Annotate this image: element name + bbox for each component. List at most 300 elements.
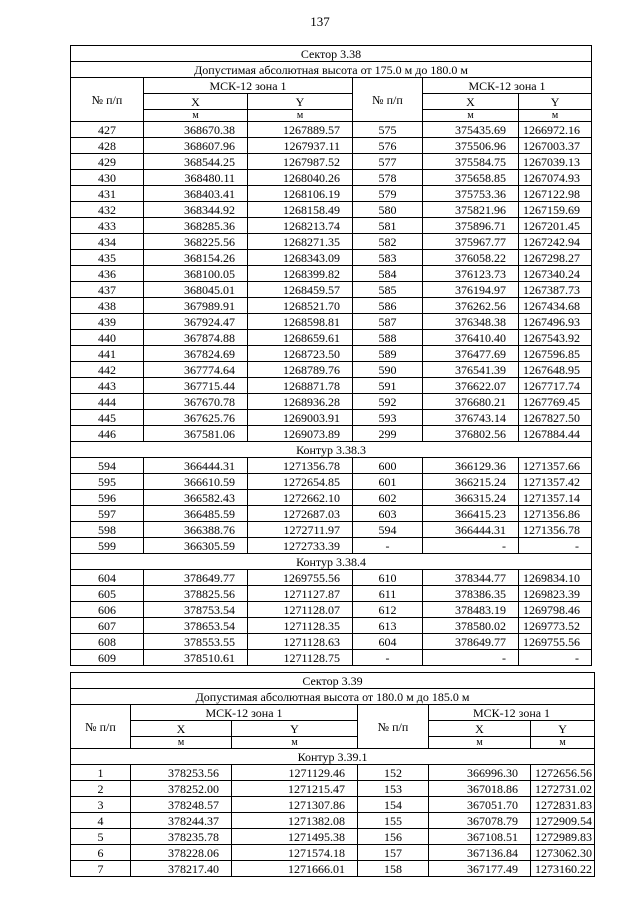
y-value: 1272831.83: [531, 797, 595, 813]
x-value: 366388.76: [144, 522, 248, 538]
system-header: МСК-12 зона 1: [429, 705, 595, 721]
point-number: 604: [353, 634, 423, 650]
table-row: [71, 650, 592, 666]
point-number: 586: [353, 298, 423, 314]
point-number: 601: [353, 474, 423, 490]
point-number: 444: [71, 394, 144, 410]
point-number: 156: [358, 829, 429, 845]
y-value: 1267987.52: [248, 154, 353, 170]
x-value: 366415.23: [423, 506, 519, 522]
x-value: 366996.30: [429, 765, 531, 781]
table-row: [71, 218, 592, 234]
y-header: Y: [248, 94, 353, 110]
x-value: 376123.73: [423, 266, 519, 282]
x-value: 367018.86: [429, 781, 531, 797]
system-header: МСК-12 зона 1: [144, 78, 353, 94]
point-number: 434: [71, 234, 144, 250]
table-row: [71, 765, 595, 781]
x-value: 368480.11: [144, 170, 248, 186]
axis-header-row: [71, 721, 595, 737]
point-number: 427: [71, 122, 144, 138]
y-value: 1267298.27: [519, 250, 592, 266]
y-value: 1267387.73: [519, 282, 592, 298]
x-value: 368344.92: [144, 202, 248, 218]
y-value: 1271307.86: [232, 797, 358, 813]
point-number: 612: [353, 602, 423, 618]
x-value: 376348.38: [423, 314, 519, 330]
point-number: 445: [71, 410, 144, 426]
x-value: 368225.56: [144, 234, 248, 250]
table-row: [71, 602, 592, 618]
table-row: [71, 250, 592, 266]
sector-title-row: [71, 46, 592, 62]
unit-label: м: [429, 737, 531, 749]
y-value: 1272733.39: [248, 538, 353, 554]
x-value: 378253.56: [131, 765, 232, 781]
table-row: [71, 829, 595, 845]
unit-label: м: [531, 737, 595, 749]
table-row: [71, 410, 592, 426]
y-value: 1268871.78: [248, 378, 353, 394]
x-value: 375506.96: [423, 138, 519, 154]
x-value: 375967.77: [423, 234, 519, 250]
y-value: 1269798.46: [519, 602, 592, 618]
x-value: 375896.71: [423, 218, 519, 234]
x-value: -: [423, 650, 519, 666]
y-value: 1271495.38: [232, 829, 358, 845]
point-number: 599: [71, 538, 144, 554]
x-value: 367774.64: [144, 362, 248, 378]
point-number: 613: [353, 618, 423, 634]
x-value: 378235.78: [131, 829, 232, 845]
x-value: 378217.40: [131, 861, 232, 877]
table-row: [71, 282, 592, 298]
point-number: 598: [71, 522, 144, 538]
table-row: [71, 138, 592, 154]
point-number: 608: [71, 634, 144, 650]
point-number: 4: [71, 813, 131, 829]
y-value: 1271574.18: [232, 845, 358, 861]
contour-title: Контур 3.38.4: [71, 554, 592, 570]
table-row: [71, 522, 592, 538]
y-value: 1267717.74: [519, 378, 592, 394]
x-value: 376262.56: [423, 298, 519, 314]
unit-label: м: [131, 737, 232, 749]
table-row: [71, 298, 592, 314]
num-header: № п/п: [353, 78, 423, 122]
x-value: 367136.84: [429, 845, 531, 861]
table-row: [71, 634, 592, 650]
y-header: Y: [519, 94, 592, 110]
y-value: 1271356.78: [519, 522, 592, 538]
y-header: Y: [531, 721, 595, 737]
y-value: 1268659.61: [248, 330, 353, 346]
y-value: 1267039.13: [519, 154, 592, 170]
x-value: 376680.21: [423, 394, 519, 410]
contour-row: [71, 442, 592, 458]
x-value: 378553.55: [144, 634, 248, 650]
x-value: 368403.41: [144, 186, 248, 202]
y-value: 1271127.87: [248, 586, 353, 602]
point-number: 429: [71, 154, 144, 170]
point-number: 578: [353, 170, 423, 186]
x-value: 367989.91: [144, 298, 248, 314]
x-value: 378483.19: [423, 602, 519, 618]
point-number: 595: [71, 474, 144, 490]
point-number: 428: [71, 138, 144, 154]
x-value: 368670.38: [144, 122, 248, 138]
x-value: 378228.06: [131, 845, 232, 861]
y-value: 1268158.49: [248, 202, 353, 218]
point-number: 600: [353, 458, 423, 474]
table-row: [71, 506, 592, 522]
point-number: 596: [71, 490, 144, 506]
point-number: 430: [71, 170, 144, 186]
point-number: 433: [71, 218, 144, 234]
y-value: 1272711.97: [248, 522, 353, 538]
point-number: 604: [71, 570, 144, 586]
num-header: № п/п: [358, 705, 429, 749]
y-value: 1272654.85: [248, 474, 353, 490]
table-row: [71, 797, 595, 813]
y-value: 1267889.57: [248, 122, 353, 138]
x-value: 367625.76: [144, 410, 248, 426]
y-value: 1268040.26: [248, 170, 353, 186]
x-value: 367874.88: [144, 330, 248, 346]
point-number: 3: [71, 797, 131, 813]
y-value: 1272662.10: [248, 490, 353, 506]
x-value: 367078.79: [429, 813, 531, 829]
y-value: 1269003.91: [248, 410, 353, 426]
x-value: 376541.39: [423, 362, 519, 378]
y-value: 1268459.57: [248, 282, 353, 298]
point-number: 589: [353, 346, 423, 362]
y-value: 1269755.56: [519, 634, 592, 650]
x-value: 368100.05: [144, 266, 248, 282]
y-value: 1269755.56: [248, 570, 353, 586]
y-value: 1268399.82: [248, 266, 353, 282]
table-body: [71, 46, 592, 666]
point-number: 442: [71, 362, 144, 378]
table-row: [71, 362, 592, 378]
point-number: 588: [353, 330, 423, 346]
x-value: 378649.77: [423, 634, 519, 650]
x-value: 367177.49: [429, 861, 531, 877]
table-row: [71, 813, 595, 829]
x-header: X: [144, 94, 248, 110]
x-value: 375658.85: [423, 170, 519, 186]
y-value: 1268598.81: [248, 314, 353, 330]
table-row: [71, 154, 592, 170]
point-number: 602: [353, 490, 423, 506]
y-value: 1267074.93: [519, 170, 592, 186]
axis-header-row: [71, 94, 592, 110]
unit-label: м: [232, 737, 358, 749]
y-value: 1271128.63: [248, 634, 353, 650]
point-number: 7: [71, 861, 131, 877]
x-value: 378244.37: [131, 813, 232, 829]
point-number: 585: [353, 282, 423, 298]
table-row: [71, 490, 592, 506]
table-row: [71, 845, 595, 861]
x-value: 378580.02: [423, 618, 519, 634]
x-value: 376743.14: [423, 410, 519, 426]
sector-title: Сектор 3.38: [71, 46, 592, 62]
point-number: 1: [71, 765, 131, 781]
y-value: 1266972.16: [519, 122, 592, 138]
x-value: 378649.77: [144, 570, 248, 586]
contour-row: [71, 554, 592, 570]
table-row: [71, 234, 592, 250]
y-value: 1268521.70: [248, 298, 353, 314]
y-value: 1271666.01: [232, 861, 358, 877]
y-value: 1268343.09: [248, 250, 353, 266]
table-row: [71, 538, 592, 554]
x-value: -: [423, 538, 519, 554]
table-row: [71, 474, 592, 490]
y-value: 1268723.50: [248, 346, 353, 362]
y-value: 1267242.94: [519, 234, 592, 250]
point-number: 605: [71, 586, 144, 602]
point-number: 593: [353, 410, 423, 426]
y-value: 1271128.35: [248, 618, 353, 634]
x-value: 366305.59: [144, 538, 248, 554]
x-value: 366444.31: [423, 522, 519, 538]
y-value: 1267648.95: [519, 362, 592, 378]
unit-label: м: [423, 110, 519, 122]
point-number: 439: [71, 314, 144, 330]
x-value: 367824.69: [144, 346, 248, 362]
sector-title-row: [71, 673, 595, 689]
x-value: 375821.96: [423, 202, 519, 218]
table-row: [71, 186, 592, 202]
y-value: 1267827.50: [519, 410, 592, 426]
table-row: [71, 122, 592, 138]
y-value: 1268213.74: [248, 218, 353, 234]
y-value: 1271129.46: [232, 765, 358, 781]
point-number: 153: [358, 781, 429, 797]
table-row: [71, 170, 592, 186]
point-number: 592: [353, 394, 423, 410]
y-value: 1267434.68: [519, 298, 592, 314]
y-value: 1267496.93: [519, 314, 592, 330]
y-value: 1271215.47: [232, 781, 358, 797]
y-value: 1272909.54: [531, 813, 595, 829]
x-value: 376622.07: [423, 378, 519, 394]
y-value: 1273160.22: [531, 861, 595, 877]
y-value: 1272656.56: [531, 765, 595, 781]
point-number: 583: [353, 250, 423, 266]
point-number: 591: [353, 378, 423, 394]
num-header: № п/п: [71, 78, 144, 122]
point-number: 597: [71, 506, 144, 522]
x-value: 367924.47: [144, 314, 248, 330]
y-value: 1267937.11: [248, 138, 353, 154]
unit-row: [71, 737, 595, 749]
table-row: [71, 330, 592, 346]
point-number: 443: [71, 378, 144, 394]
point-number: 158: [358, 861, 429, 877]
point-number: 441: [71, 346, 144, 362]
y-value: 1267596.85: [519, 346, 592, 362]
y-value: 1271357.66: [519, 458, 592, 474]
y-value: 1267543.92: [519, 330, 592, 346]
x-value: 378248.57: [131, 797, 232, 813]
header-row: [71, 705, 595, 721]
x-value: 366315.24: [423, 490, 519, 506]
height-range-row: [71, 62, 592, 78]
contour-title: Контур 3.39.1: [71, 749, 595, 765]
x-value: 366582.43: [144, 490, 248, 506]
x-value: 368607.96: [144, 138, 248, 154]
y-value: 1267159.69: [519, 202, 592, 218]
height-range: Допустимая абсолютная высота от 175.0 м до 180.0 м: [71, 62, 592, 78]
y-value: 1269834.10: [519, 570, 592, 586]
point-number: 6: [71, 845, 131, 861]
sector-title: Сектор 3.39: [71, 673, 595, 689]
point-number: 436: [71, 266, 144, 282]
point-number: 587: [353, 314, 423, 330]
y-value: 1271357.42: [519, 474, 592, 490]
point-number: 154: [358, 797, 429, 813]
point-number: 157: [358, 845, 429, 861]
x-value: 367051.70: [429, 797, 531, 813]
x-value: 378252.00: [131, 781, 232, 797]
x-value: 376477.69: [423, 346, 519, 362]
x-value: 378510.61: [144, 650, 248, 666]
y-value: 1267122.98: [519, 186, 592, 202]
y-value: 1271357.14: [519, 490, 592, 506]
num-header: № п/п: [71, 705, 131, 749]
y-value: 1271356.86: [519, 506, 592, 522]
x-value: 368154.26: [144, 250, 248, 266]
x-value: 378653.54: [144, 618, 248, 634]
point-number: 607: [71, 618, 144, 634]
y-value: 1271382.08: [232, 813, 358, 829]
table-row: [71, 202, 592, 218]
x-value: 366444.31: [144, 458, 248, 474]
y-value: 1272731.02: [531, 781, 595, 797]
unit-row: [71, 110, 592, 122]
x-value: 376802.56: [423, 426, 519, 442]
x-header: X: [423, 94, 519, 110]
y-value: 1271356.78: [248, 458, 353, 474]
x-value: 366610.59: [144, 474, 248, 490]
x-value: 375753.36: [423, 186, 519, 202]
y-value: 1272687.03: [248, 506, 353, 522]
x-value: 368045.01: [144, 282, 248, 298]
system-header: МСК-12 зона 1: [131, 705, 358, 721]
unit-label: м: [519, 110, 592, 122]
point-number: 431: [71, 186, 144, 202]
point-number: 594: [71, 458, 144, 474]
y-value: 1273062.30: [531, 845, 595, 861]
y-value: 1271128.07: [248, 602, 353, 618]
x-value: 367715.44: [144, 378, 248, 394]
coordinates-table-sector-3-38: [70, 45, 592, 666]
y-value: 1269823.39: [519, 586, 592, 602]
x-value: 366485.59: [144, 506, 248, 522]
table-row: [71, 346, 592, 362]
point-number: 155: [358, 813, 429, 829]
point-number: 577: [353, 154, 423, 170]
x-value: 376058.22: [423, 250, 519, 266]
table-body: [71, 673, 595, 877]
contour-row: [71, 749, 595, 765]
table-row: [71, 458, 592, 474]
y-header: Y: [232, 721, 358, 737]
table-row: [71, 861, 595, 877]
point-number: 152: [358, 765, 429, 781]
point-number: 437: [71, 282, 144, 298]
unit-label: м: [144, 110, 248, 122]
point-number: 610: [353, 570, 423, 586]
point-number: 5: [71, 829, 131, 845]
system-header: МСК-12 зона 1: [423, 78, 592, 94]
y-value: 1268106.19: [248, 186, 353, 202]
y-value: 1269773.52: [519, 618, 592, 634]
point-number: 435: [71, 250, 144, 266]
point-number: 2: [71, 781, 131, 797]
x-value: 378753.54: [144, 602, 248, 618]
x-header: X: [429, 721, 531, 737]
unit-label: м: [248, 110, 353, 122]
x-value: 367670.78: [144, 394, 248, 410]
table-row: [71, 378, 592, 394]
point-number: 594: [353, 522, 423, 538]
point-number: 611: [353, 586, 423, 602]
y-value: 1267340.24: [519, 266, 592, 282]
table-row: [71, 394, 592, 410]
x-value: 375584.75: [423, 154, 519, 170]
y-value: 1271128.75: [248, 650, 353, 666]
point-number: -: [353, 650, 423, 666]
point-number: 581: [353, 218, 423, 234]
y-value: -: [519, 650, 592, 666]
table-row: [71, 314, 592, 330]
table-row: [71, 570, 592, 586]
point-number: 576: [353, 138, 423, 154]
x-value: 366215.24: [423, 474, 519, 490]
x-value: 367581.06: [144, 426, 248, 442]
x-value: 378825.56: [144, 586, 248, 602]
point-number: 299: [353, 426, 423, 442]
point-number: 579: [353, 186, 423, 202]
height-range: Допустимая абсолютная высота от 180.0 м до 185.0 м: [71, 689, 595, 705]
table-row: [71, 586, 592, 602]
point-number: 582: [353, 234, 423, 250]
coordinates-table-sector-3-39: [70, 672, 595, 877]
x-value: 367108.51: [429, 829, 531, 845]
y-value: 1268271.35: [248, 234, 353, 250]
table-row: [71, 781, 595, 797]
header-row: [71, 78, 592, 94]
point-number: 606: [71, 602, 144, 618]
y-value: 1267769.45: [519, 394, 592, 410]
height-range-row: [71, 689, 595, 705]
point-number: -: [353, 538, 423, 554]
y-value: -: [519, 538, 592, 554]
x-value: 378344.77: [423, 570, 519, 586]
x-value: 368544.25: [144, 154, 248, 170]
y-value: 1267201.45: [519, 218, 592, 234]
x-header: X: [131, 721, 232, 737]
x-value: 366129.36: [423, 458, 519, 474]
y-value: 1272989.83: [531, 829, 595, 845]
x-value: 368285.36: [144, 218, 248, 234]
page-number: 137: [310, 14, 330, 29]
y-value: 1268936.28: [248, 394, 353, 410]
